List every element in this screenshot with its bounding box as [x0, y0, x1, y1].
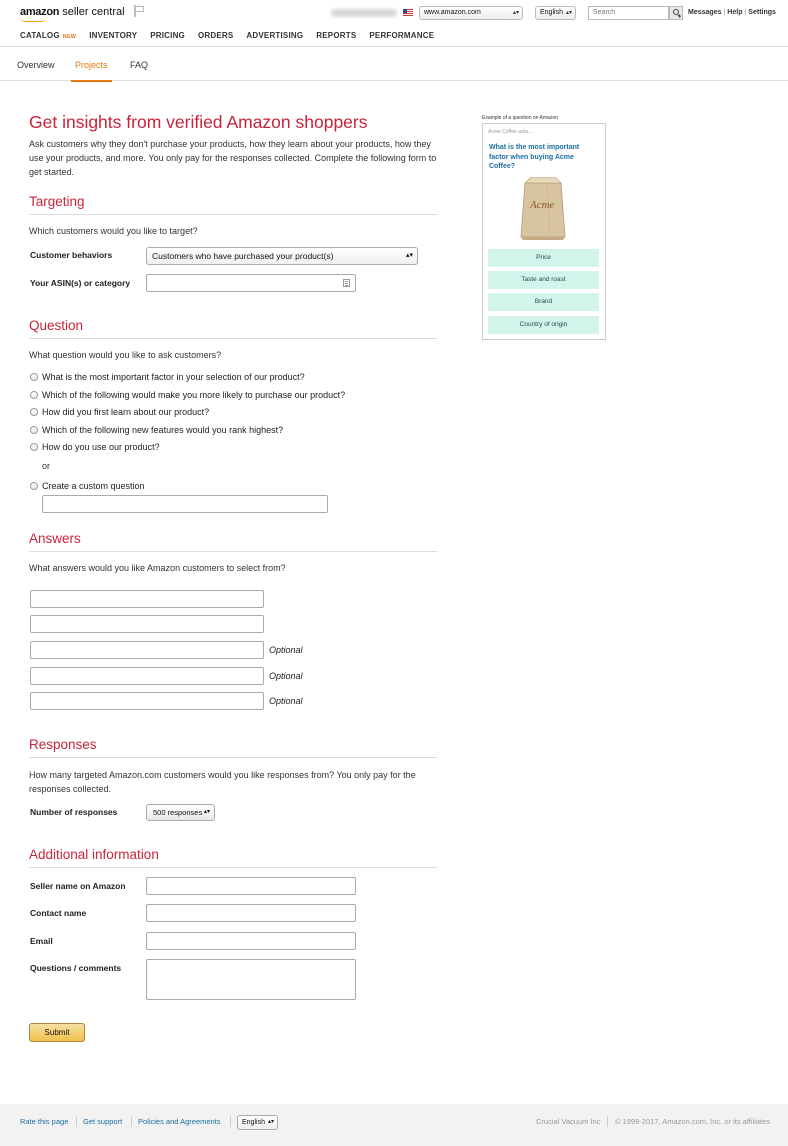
radio-button[interactable] [30, 443, 38, 451]
preview-caption: Example of a question on Amazon [482, 115, 558, 121]
preview-asks-text: Acme Coffee asks... [488, 129, 533, 135]
contact-name-label: Contact name [30, 908, 87, 918]
targeting-heading: Targeting [29, 194, 85, 209]
messages-link[interactable]: Messages [688, 9, 722, 16]
comments-label: Questions / comments [30, 963, 122, 973]
seller-central-logo[interactable] [20, 6, 125, 18]
responses-heading: Responses [29, 737, 97, 752]
sub-nav [0, 47, 788, 81]
answer-input-4[interactable] [30, 667, 264, 685]
answer-input-3[interactable] [30, 641, 264, 659]
amazon-smile-icon [20, 17, 46, 22]
get-support-link[interactable]: Get support [83, 1117, 123, 1126]
help-link[interactable]: Help [727, 9, 743, 16]
question-option-label: What is the most important factor in your selection of our product? [42, 372, 305, 382]
answers-heading: Answers [29, 531, 81, 546]
select-arrows-icon: ▴▾ [512, 10, 519, 16]
answer-input-5[interactable] [30, 692, 264, 710]
question-heading: Question [29, 318, 84, 333]
optional-label: Optional [269, 696, 303, 706]
footer-divider [607, 1116, 608, 1127]
search-button[interactable] [669, 6, 683, 20]
language-value: English [540, 9, 563, 16]
select-arrows-icon: ▴▾ [565, 10, 572, 16]
tab-projects[interactable]: Projects [75, 60, 108, 70]
asin-input[interactable] [146, 274, 356, 292]
bag-label: Acme [530, 199, 555, 211]
question-option-label: Which of the following would make you more likely to purchase our product? [42, 390, 346, 400]
question-option-label: How do you use our product? [42, 442, 160, 452]
settings-link[interactable]: Settings [748, 9, 776, 16]
question-option-1[interactable] [30, 372, 305, 382]
select-arrows-icon: ▴▾ [203, 809, 210, 815]
question-option-label: How did you first learn about our product? [42, 407, 210, 417]
question-prompt: What question would you like to ask customers? [29, 350, 222, 360]
flag-icon[interactable] [133, 5, 145, 17]
question-option-label: Which of the following new features would you rank highest? [42, 425, 284, 435]
radio-button[interactable] [30, 482, 38, 490]
coffee-bag-image [517, 177, 569, 241]
radio-button[interactable] [30, 408, 38, 416]
seller-name-input[interactable] [146, 877, 356, 895]
seller-name-label: Seller name on Amazon [30, 881, 126, 891]
tab-overview[interactable]: Overview [17, 60, 55, 70]
nav-advertising[interactable]: ADVERTISING [246, 31, 304, 40]
nav-inventory[interactable]: INVENTORY [89, 31, 138, 40]
policies-link[interactable]: Policies and Agreements [138, 1117, 221, 1126]
new-badge: NEW [62, 34, 77, 40]
email-label: Email [30, 936, 53, 946]
number-of-responses-select[interactable] [146, 804, 215, 821]
customer-behaviors-value: Customers who have purchased your product(s) [152, 251, 334, 261]
tab-faq[interactable]: FAQ [130, 60, 149, 70]
section-divider [29, 867, 437, 868]
footer-divider [131, 1116, 132, 1127]
nav-performance[interactable]: PERFORMANCE [369, 31, 435, 40]
nav-catalog[interactable] [20, 31, 76, 40]
targeting-prompt: Which customers would you like to target? [29, 226, 198, 236]
or-text: or [42, 461, 51, 471]
question-option-5[interactable] [30, 442, 160, 452]
nav-orders[interactable]: ORDERS [197, 31, 234, 40]
answers-prompt: What answers would you like Amazon customers to select from? [29, 563, 286, 573]
radio-button[interactable] [30, 373, 38, 381]
top-bar [0, 0, 788, 47]
answer-input-1[interactable] [30, 590, 264, 608]
section-divider [29, 338, 437, 339]
submit-button[interactable]: Submit [29, 1023, 85, 1042]
question-option-4[interactable] [30, 425, 283, 435]
section-divider [29, 757, 437, 758]
top-links: Messages | Help | Settings [688, 9, 776, 16]
preview-option-origin: Country of origin [488, 316, 599, 334]
select-arrows-icon: ▴▾ [267, 1119, 274, 1125]
custom-question-option[interactable] [30, 481, 145, 491]
asin-label: Your ASIN(s) or category [30, 278, 131, 288]
list-icon[interactable] [343, 279, 350, 287]
blurred-account-name [331, 9, 397, 17]
copyright-text: © 1999-2017, Amazon.com, Inc. or its affiliates [615, 1117, 771, 1126]
rate-page-link[interactable]: Rate this page [20, 1117, 69, 1126]
footer-divider [76, 1116, 77, 1127]
responses-prompt: How many targeted Amazon.com customers would you like responses from? You only pay for the responses collected. [29, 770, 416, 794]
number-of-responses-value: 500 responses [153, 808, 203, 817]
footer-language-value: English [242, 1119, 265, 1126]
nav-catalog-label: CATALOG [20, 31, 60, 40]
preview-option-brand: Brand [488, 293, 599, 311]
preview-option-taste: Taste and roast [488, 271, 599, 289]
question-option-3[interactable] [30, 407, 209, 417]
search-input[interactable] [588, 6, 669, 20]
main-nav [20, 31, 447, 40]
customer-behaviors-label: Customer behaviors [30, 250, 113, 260]
email-input[interactable] [146, 932, 356, 950]
optional-label: Optional [269, 671, 303, 681]
radio-button[interactable] [30, 426, 38, 434]
radio-button[interactable] [30, 391, 38, 399]
question-preview-card [482, 123, 606, 340]
additional-info-heading: Additional information [29, 847, 159, 862]
footer-divider [230, 1116, 231, 1127]
marketplace-value: www.amazon.com [424, 9, 481, 16]
nav-reports[interactable]: REPORTS [316, 31, 357, 40]
custom-question-label: Create a custom question [42, 481, 145, 491]
page-title: Get insights from verified Amazon shoppers [29, 112, 368, 132]
preview-option-price: Price [488, 249, 599, 267]
custom-question-input[interactable] [42, 495, 328, 513]
footer-language-select[interactable] [237, 1115, 278, 1130]
select-arrows-icon: ▴▾ [405, 252, 413, 259]
number-of-responses-label: Number of responses [30, 807, 118, 817]
question-option-2[interactable] [30, 390, 345, 400]
language-select[interactable] [535, 6, 576, 20]
search-placeholder: Search [593, 9, 616, 16]
preview-question: What is the most important factor when buying Acme Coffee? [489, 144, 580, 170]
company-name: Crucial Vacuum Inc [536, 1117, 601, 1126]
section-divider [29, 214, 437, 215]
nav-pricing[interactable]: PRICING [150, 31, 185, 40]
comments-textarea[interactable] [146, 959, 356, 1000]
marketplace-select[interactable] [419, 6, 523, 20]
contact-name-input[interactable] [146, 904, 356, 922]
footer [0, 1104, 788, 1146]
section-divider [29, 551, 437, 552]
customer-behaviors-select[interactable] [146, 247, 418, 265]
optional-label: Optional [269, 645, 303, 655]
answer-input-2[interactable] [30, 615, 264, 633]
logo-amazon-text: amazon [20, 6, 60, 18]
us-flag-icon [403, 9, 413, 16]
intro-text: Ask customers why they don't purchase your products, how they learn about your products, how they use your products, and more. You only pay for the responses collected. Complete the following form to get started. [29, 139, 437, 177]
logo-seller-central-text: seller central [59, 6, 125, 18]
